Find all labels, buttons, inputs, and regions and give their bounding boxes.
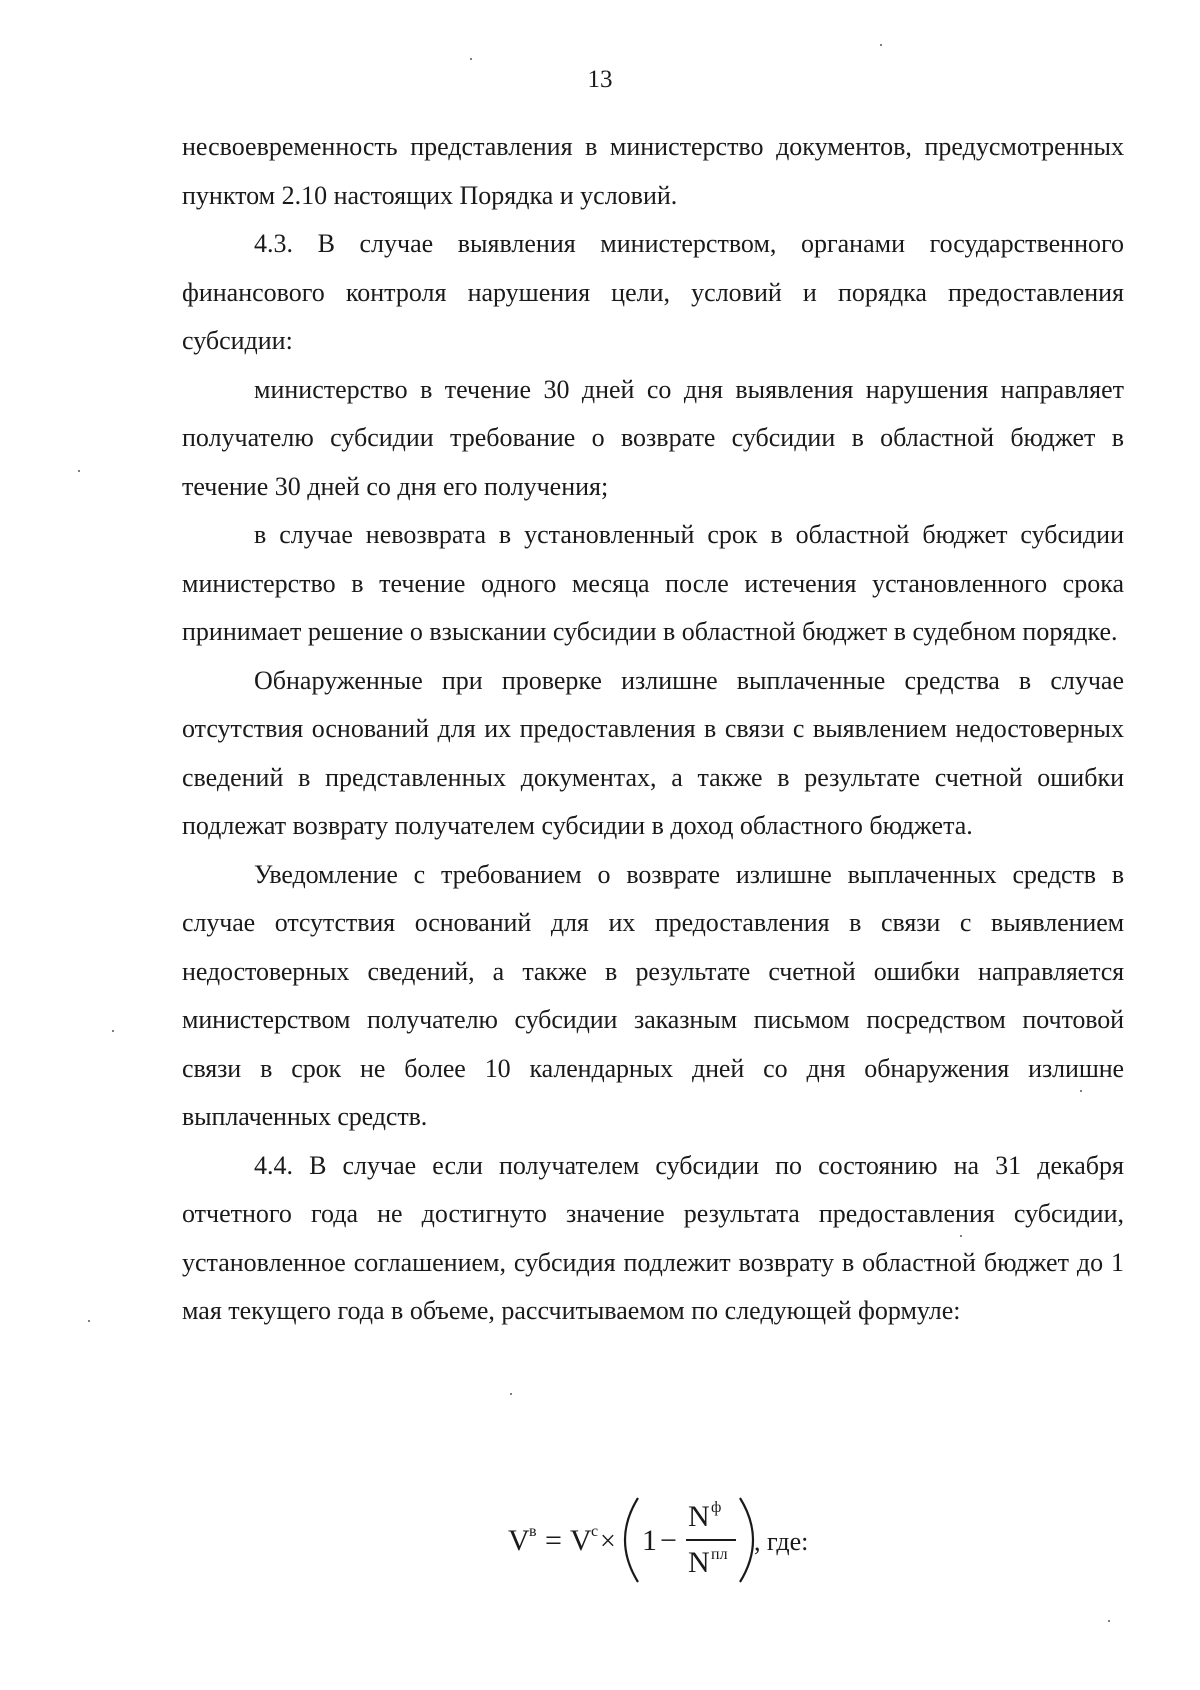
- formula-denominator: N: [688, 1546, 710, 1579]
- formula-term-sup: c: [591, 1523, 599, 1540]
- formula-one: 1: [642, 1524, 657, 1557]
- paragraph-ministry-demand: министерство в течение 30 дней со дня выявления нарушения направляет получателю субсидии требование о возврате субсидии в областной бюджет в течение 30 дней со дня его получения;: [182, 374, 1124, 501]
- paragraph-4-4: 4.4. В случае если получателем субсидии по состоянию на 31 декабря отчетного года не достигнуто значение результата предоставления субсидии, установленное соглашением, субсидия подлежит возврату в областной бюджет до 1 мая текущего года в объеме, рассчитываемом по следующей формуле:: [182, 1150, 1124, 1325]
- formula-left-paren: [625, 1498, 638, 1582]
- formula-lhs: V: [508, 1524, 530, 1557]
- paragraph-4-3: 4.3. В случае выявления министерством, органами государственного финансового контроля нарушения цели, условий и порядка предоставления субсидии:: [182, 229, 1124, 355]
- formula-numerator-sup: ф: [711, 1499, 722, 1516]
- formula-equals: =: [545, 1524, 562, 1557]
- scan-speck: [470, 58, 472, 60]
- formula-minus: −: [660, 1524, 677, 1557]
- scan-speck: [1108, 1620, 1110, 1622]
- paragraph-notification: Уведомление с требованием о возврате излишне выплаченных средств в случае отсутствия оснований для их предоставления в связи с выявлением недостоверных сведений, а также в результате счетной ошибки направляется министерством получателю субсидии заказным письмом посредством почтовой связи в срок не более 10 календарных дней со дня обнаружения излишне выплаченных средств.: [182, 859, 1124, 1131]
- page-number: 13: [587, 66, 613, 93]
- formula: [0, 1490, 1200, 1590]
- formula-suffix: , где:: [754, 1527, 809, 1556]
- scan-speck: [112, 1030, 114, 1032]
- formula-lhs-sup: в: [529, 1523, 537, 1540]
- body-text: [182, 123, 1124, 1336]
- scan-speck: [78, 470, 80, 472]
- scan-speck: [1080, 1090, 1082, 1092]
- scan-speck: [880, 44, 882, 46]
- scan-speck: [960, 1235, 962, 1237]
- formula-numerator: N: [688, 1500, 710, 1533]
- formula-denominator-sup: пл: [711, 1546, 728, 1563]
- formula-term: V: [570, 1524, 592, 1557]
- paragraph-non-return: в случае невозврата в установленный срок в областной бюджет субсидии министерство в течение одного месяца после истечения установленного срока принимает решение о взыскании субсидии в областной бюджет в судебном порядке.: [182, 520, 1124, 646]
- paragraph-continuation: несвоевременность представления в министерство документов, предусмотренных пунктом 2.10 настоящих Порядка и условий.: [182, 132, 1124, 210]
- scan-speck: [510, 1393, 512, 1395]
- formula-times: ×: [600, 1526, 616, 1557]
- formula-svg: [500, 1490, 860, 1590]
- scan-speck: [88, 1320, 90, 1322]
- paragraph-overpaid-funds: Обнаруженные при проверке излишне выплаченные средства в случае отсутствия оснований для их предоставления в связи с выявлением недостоверных сведений в представленных документах, а также в результате счетной ошибки подлежат возврату получателем субсидии в доход областного бюджета.: [182, 665, 1124, 840]
- formula-right-paren: [740, 1498, 753, 1582]
